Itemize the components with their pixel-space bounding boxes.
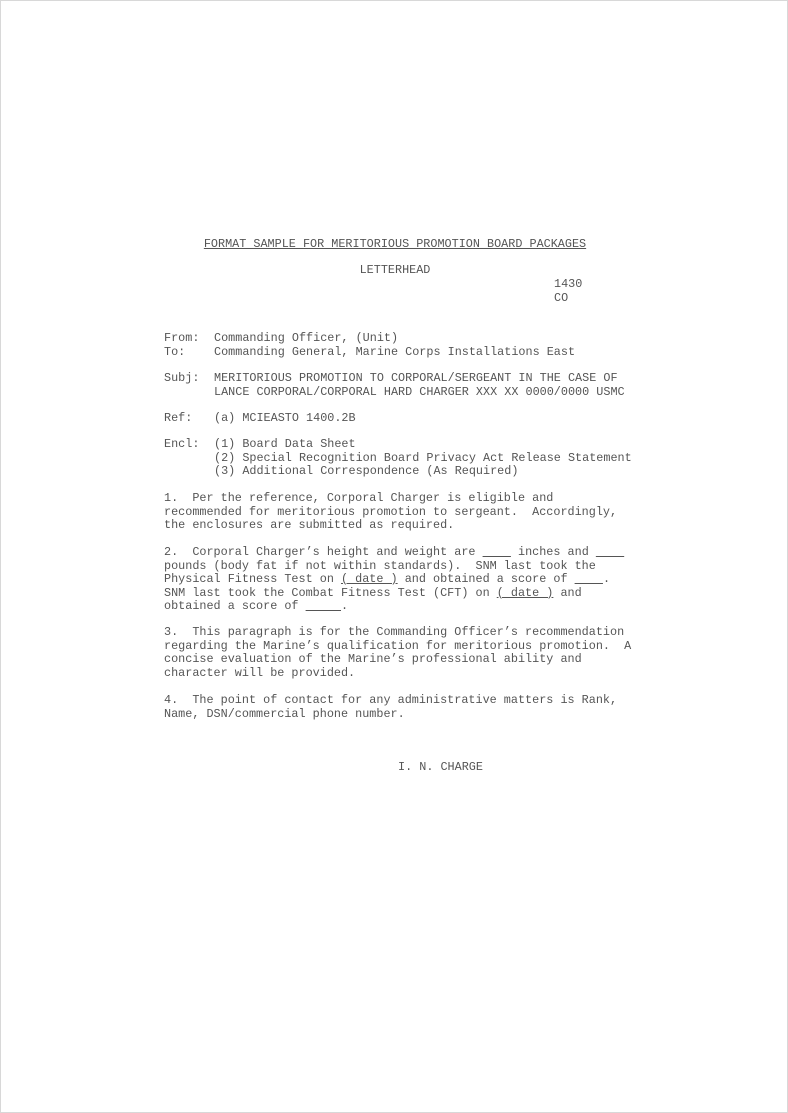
office-code: CO [554,290,569,305]
cft-date: ( date ) [496,585,554,600]
weight-blank [596,545,624,559]
ref-label: Ref: [164,411,193,425]
pft-score-blank [575,572,603,586]
subj-label: Subj: [164,371,200,385]
height-blank [483,545,511,559]
ssic-block [554,278,582,305]
to-label: To: [164,344,186,359]
from-label: From: [164,331,200,345]
paragraph-4: 4. The point of contact for any administrative matters is Rank, Name, DSN/commercial phone number. [164,693,618,721]
encl-item: (2) Special Recognition Board Privacy Act Release Statement [214,450,632,465]
encl-item: (1) Board Data Sheet [214,437,356,451]
paragraph-2: 2. Corporal Charger’s height and weight are inches and pounds (body fat if not within standards). SNM last took the Physical Fitness Test on ( date ) and obtained a score of . SNM last took the Combat Fitness Test (CFT) on ( date ) and obtained a score of . [164,546,624,614]
from-value: Commanding Officer, (Unit) [214,331,399,345]
encl-item: (3) Additional Correspondence (As Required) [214,464,519,478]
pft-date: ( date ) [340,572,398,586]
signature: I. N. CHARGE [398,760,483,774]
paragraph-1: 1. Per the reference, Corporal Charger is eligible and recommended for meritorious promotion to sergeant. Accordingly, the enclosures are submitted as required. [164,491,618,532]
to-value: Commanding General, Marine Corps Installations East [214,344,576,359]
from-to-block [164,332,575,359]
document-title: FORMAT SAMPLE FOR MERITORIOUS PROMOTION BOARD PACKAGES [203,237,587,251]
enclosure-block [164,438,632,479]
cft-score-blank [306,599,341,613]
encl-label: Encl: [164,437,200,451]
ref-value: (a) MCIEASTO 1400.2B [214,411,356,425]
subj-line: MERITORIOUS PROMOTION TO CORPORAL/SERGEANT IN THE CASE OF [214,371,618,385]
letterhead: LETTERHEAD [359,263,431,277]
subj-line: LANCE CORPORAL/CORPORAL HARD CHARGER XXX XX 0000/0000 USMC [214,384,625,399]
reference-block [164,412,356,426]
ssic: 1430 [554,277,583,291]
paragraph-3: 3. This paragraph is for the Commanding Officer’s recommendation regarding the Marine’s qualification for meritorious promotion. A concise evaluation of the Marine’s professional ability and character will be provided. [164,625,632,680]
subject-block [164,372,625,399]
